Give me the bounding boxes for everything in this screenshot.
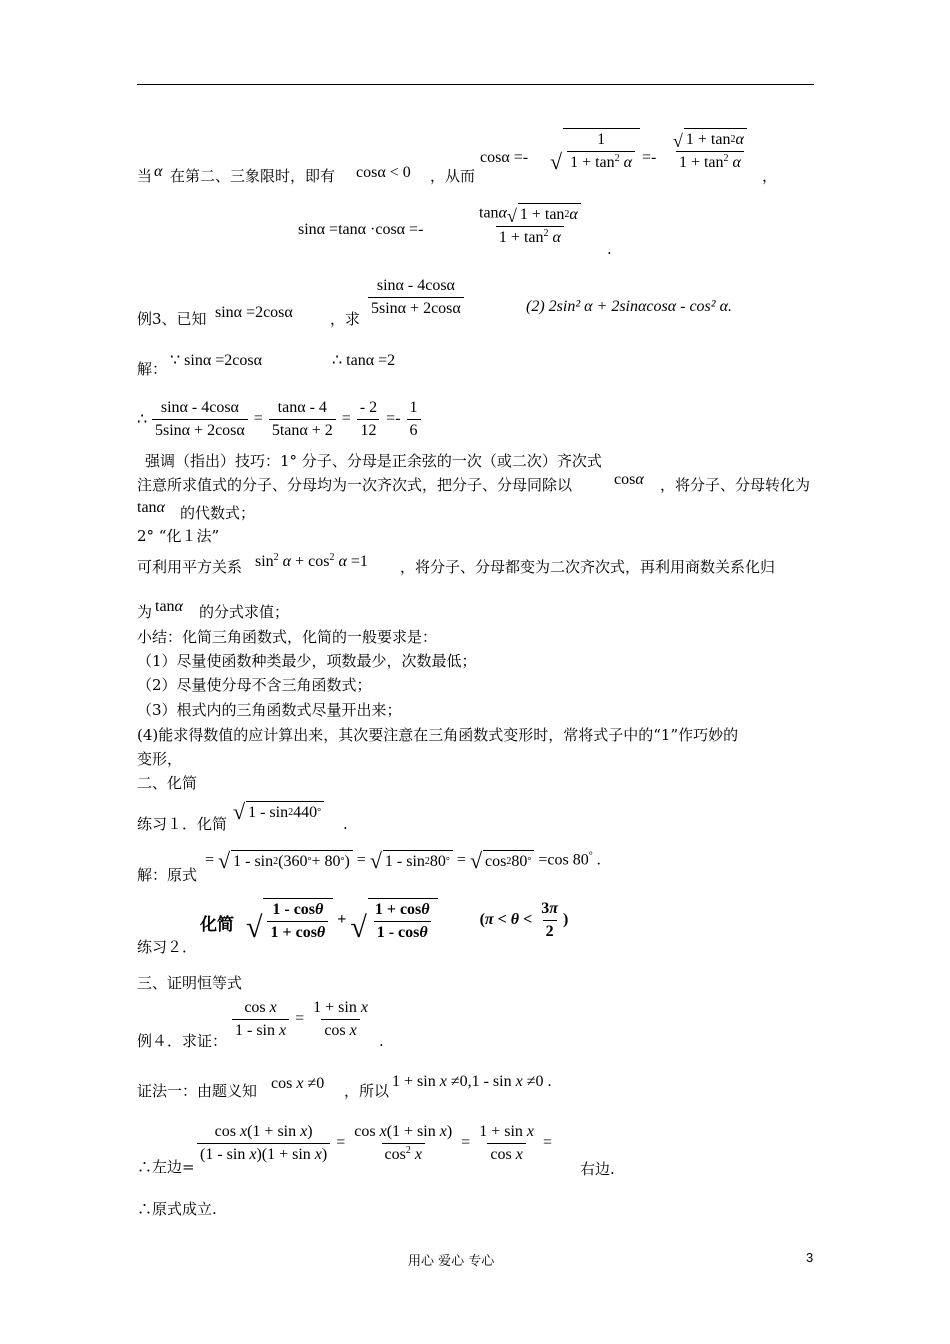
pr1-chain: = √ 1 - sin 2 (360 ° + 80 ° ) = √ 1 - sin 2 80 ° = √ cos 2 80 ° =cos 80° . — [205, 848, 601, 873]
proof1a: 证法一：由题义知 — [137, 1082, 258, 1100]
proof2a: ∴左边= — [137, 1158, 195, 1176]
footer: 用心 爱心 专心 — [408, 1254, 495, 1269]
proof1-cond: cos x ≠0 — [271, 1075, 325, 1092]
calc-den2: 5tanα + 2 — [269, 419, 336, 441]
sol-label: 解： — [137, 360, 168, 378]
period: . — [379, 1032, 384, 1050]
ex3-ask: ，求 — [330, 310, 361, 328]
tip3: 的代数式； — [180, 504, 256, 522]
ex3-frac — [366, 276, 466, 319]
header-rule — [137, 84, 814, 85]
tip1: 强调（指出）技巧：1° 分子、分母是正余弦的一次（或二次）齐次式 — [145, 452, 602, 470]
proof3: ∴原式成立. — [137, 1200, 217, 1218]
tip6-tan: tanα — [155, 598, 183, 615]
calc-den3: 12 — [357, 419, 379, 441]
tip2-cos: cosα — [614, 471, 644, 488]
ex3-num: sinα - 4cosα — [376, 277, 455, 294]
pr2-text: 化简 — [200, 915, 234, 935]
calc-den1: 5sinα + 2cosα — [152, 419, 248, 441]
ex3-den: 5sinα + 2cosα — [368, 297, 464, 319]
sol-since: ∵ sinα =2cosα — [170, 352, 262, 369]
pr1-sol: 解：原式 — [137, 866, 198, 884]
line1-mid: 在第二、三象限时，即有 — [170, 167, 336, 185]
calc-num4: 1 — [409, 399, 418, 416]
tip3-tan: tanα — [137, 499, 165, 516]
sin-expr: sinα =tanα ·cosα =- — [298, 221, 424, 238]
sum5: 变形， — [137, 750, 183, 768]
line1-eq: =- — [642, 149, 657, 166]
tip2b: ，将分子、分母转化为 — [660, 476, 811, 494]
calc-therefore: ∴ — [137, 411, 148, 428]
sec2: 二、化简 — [137, 774, 198, 792]
page-number: 3 — [806, 1250, 814, 1265]
proof1-cond2: 1 + sin x ≠0,1 - sin x ≠0 . — [392, 1073, 552, 1090]
alpha-symbol: α — [154, 163, 163, 180]
ex4-identity: $\frac{\text{cos x}}{\text{1 - sin x}}$ = $\frac{\text{1 + sin x}}{\text{cos x}}$ — [230, 998, 373, 1041]
tip5a: 可利用平方关系 — [137, 558, 243, 576]
ex3-given: sinα =2cosα — [215, 304, 293, 321]
ex4-label: 例４．求证： — [137, 1032, 228, 1050]
sum4: (4)能求得数值的应计算出来，其次要注意在三角函数式变形时，常将式子中的“1”作巧妙的 — [137, 726, 739, 744]
line1-then: ，从而 — [430, 167, 476, 185]
line1-end: ， — [762, 167, 778, 185]
ex3-part2: (2) 2sin² α + 2sinαcosα - cos² α. — [526, 298, 732, 315]
tip5-identity: $\sin^2 \alpha + \cos^2 \alpha =1$ — [255, 552, 368, 570]
sum3: （3）根式内的三角函数式尽量开出来； — [137, 701, 402, 719]
period: . — [607, 240, 612, 258]
sum2: （2）尽量使分母不含三角函数式； — [137, 676, 372, 694]
calc-den4: 6 — [407, 419, 421, 441]
tip6b: 的分式求值； — [199, 603, 290, 621]
sum0: 小结：化简三角函数式，化简的一般要求是： — [137, 628, 438, 646]
proof2b: 右边. — [580, 1160, 615, 1178]
tip4: 2° “化１法” — [137, 527, 220, 545]
sec3: 三、证明恒等式 — [137, 974, 243, 992]
calc-chain: $\frac{\sin\alpha - 4\cos\alpha}{5\sin\alpha + 2\cos\alpha}$ = $\frac{\tan\alpha - 4}{5\tan\alpha + 2}$ = $\frac{- 2}{12}$ =- $\frac{1}{6}$ — [150, 398, 423, 441]
tip5b: ，将分子、分母都变为二次齐次式，再利用商数关系化归 — [400, 558, 776, 576]
proof2-chain: $\frac{\text{cos x(1 + sin x)}}{\text{(1 - sin x)(1 + sin x)}}$ = $\frac{\text{cos x(1 + sin x)}}{\cos^2 x}$ = $\frac{\text{1 + sin x}}{\text{cos x}}$ = — [195, 1122, 552, 1165]
sin-frac: tanα √ 1 + tan 2 α $1 + \tan^2 \alpha$ — [474, 203, 586, 248]
pr1-label: 练习１．化简 — [137, 815, 228, 833]
proof1b: ，所以 — [344, 1082, 390, 1100]
sol-thus: ∴ tanα =2 — [332, 352, 396, 369]
period: . — [343, 815, 348, 833]
calc-num2: tanα - 4 — [277, 399, 327, 416]
line1-cond: cosα < 0 — [356, 164, 411, 181]
line1-root-frac: √ $\frac{1}{1 + \tan^2 \alpha}$ — [550, 128, 640, 173]
line1-frac2: √ 1 + tan 2 α $1 + \tan^2 \alpha$ — [668, 128, 752, 173]
tip6a: 为 — [137, 603, 153, 621]
line1-prefix: 当 — [137, 167, 153, 185]
line1-cos: cosα =- — [480, 149, 529, 166]
pr1-expr: √ 1 - sin 2 440 ° — [233, 801, 324, 823]
pr2-expr: √ $\frac{1 - \cos\theta}{1 + \cos\theta}$ + √ $\frac{1 + \cos\theta}{1 - \cos\theta}$ (π < θ < $\frac{3\pi}{2}$ ) — [246, 900, 569, 944]
pr2-label: 练习２． — [137, 938, 198, 956]
sum1: （1）尽量使函数种类最少，项数最少，次数最低； — [137, 652, 477, 670]
calc-num1: sinα - 4cosα — [160, 399, 239, 416]
ex3-label: 例3、已知 — [137, 310, 207, 328]
tip2a: 注意所求值式的分子、分母均为一次齐次式，把分子、分母同除以 — [137, 476, 573, 494]
calc-num3: - 2 — [359, 399, 378, 416]
